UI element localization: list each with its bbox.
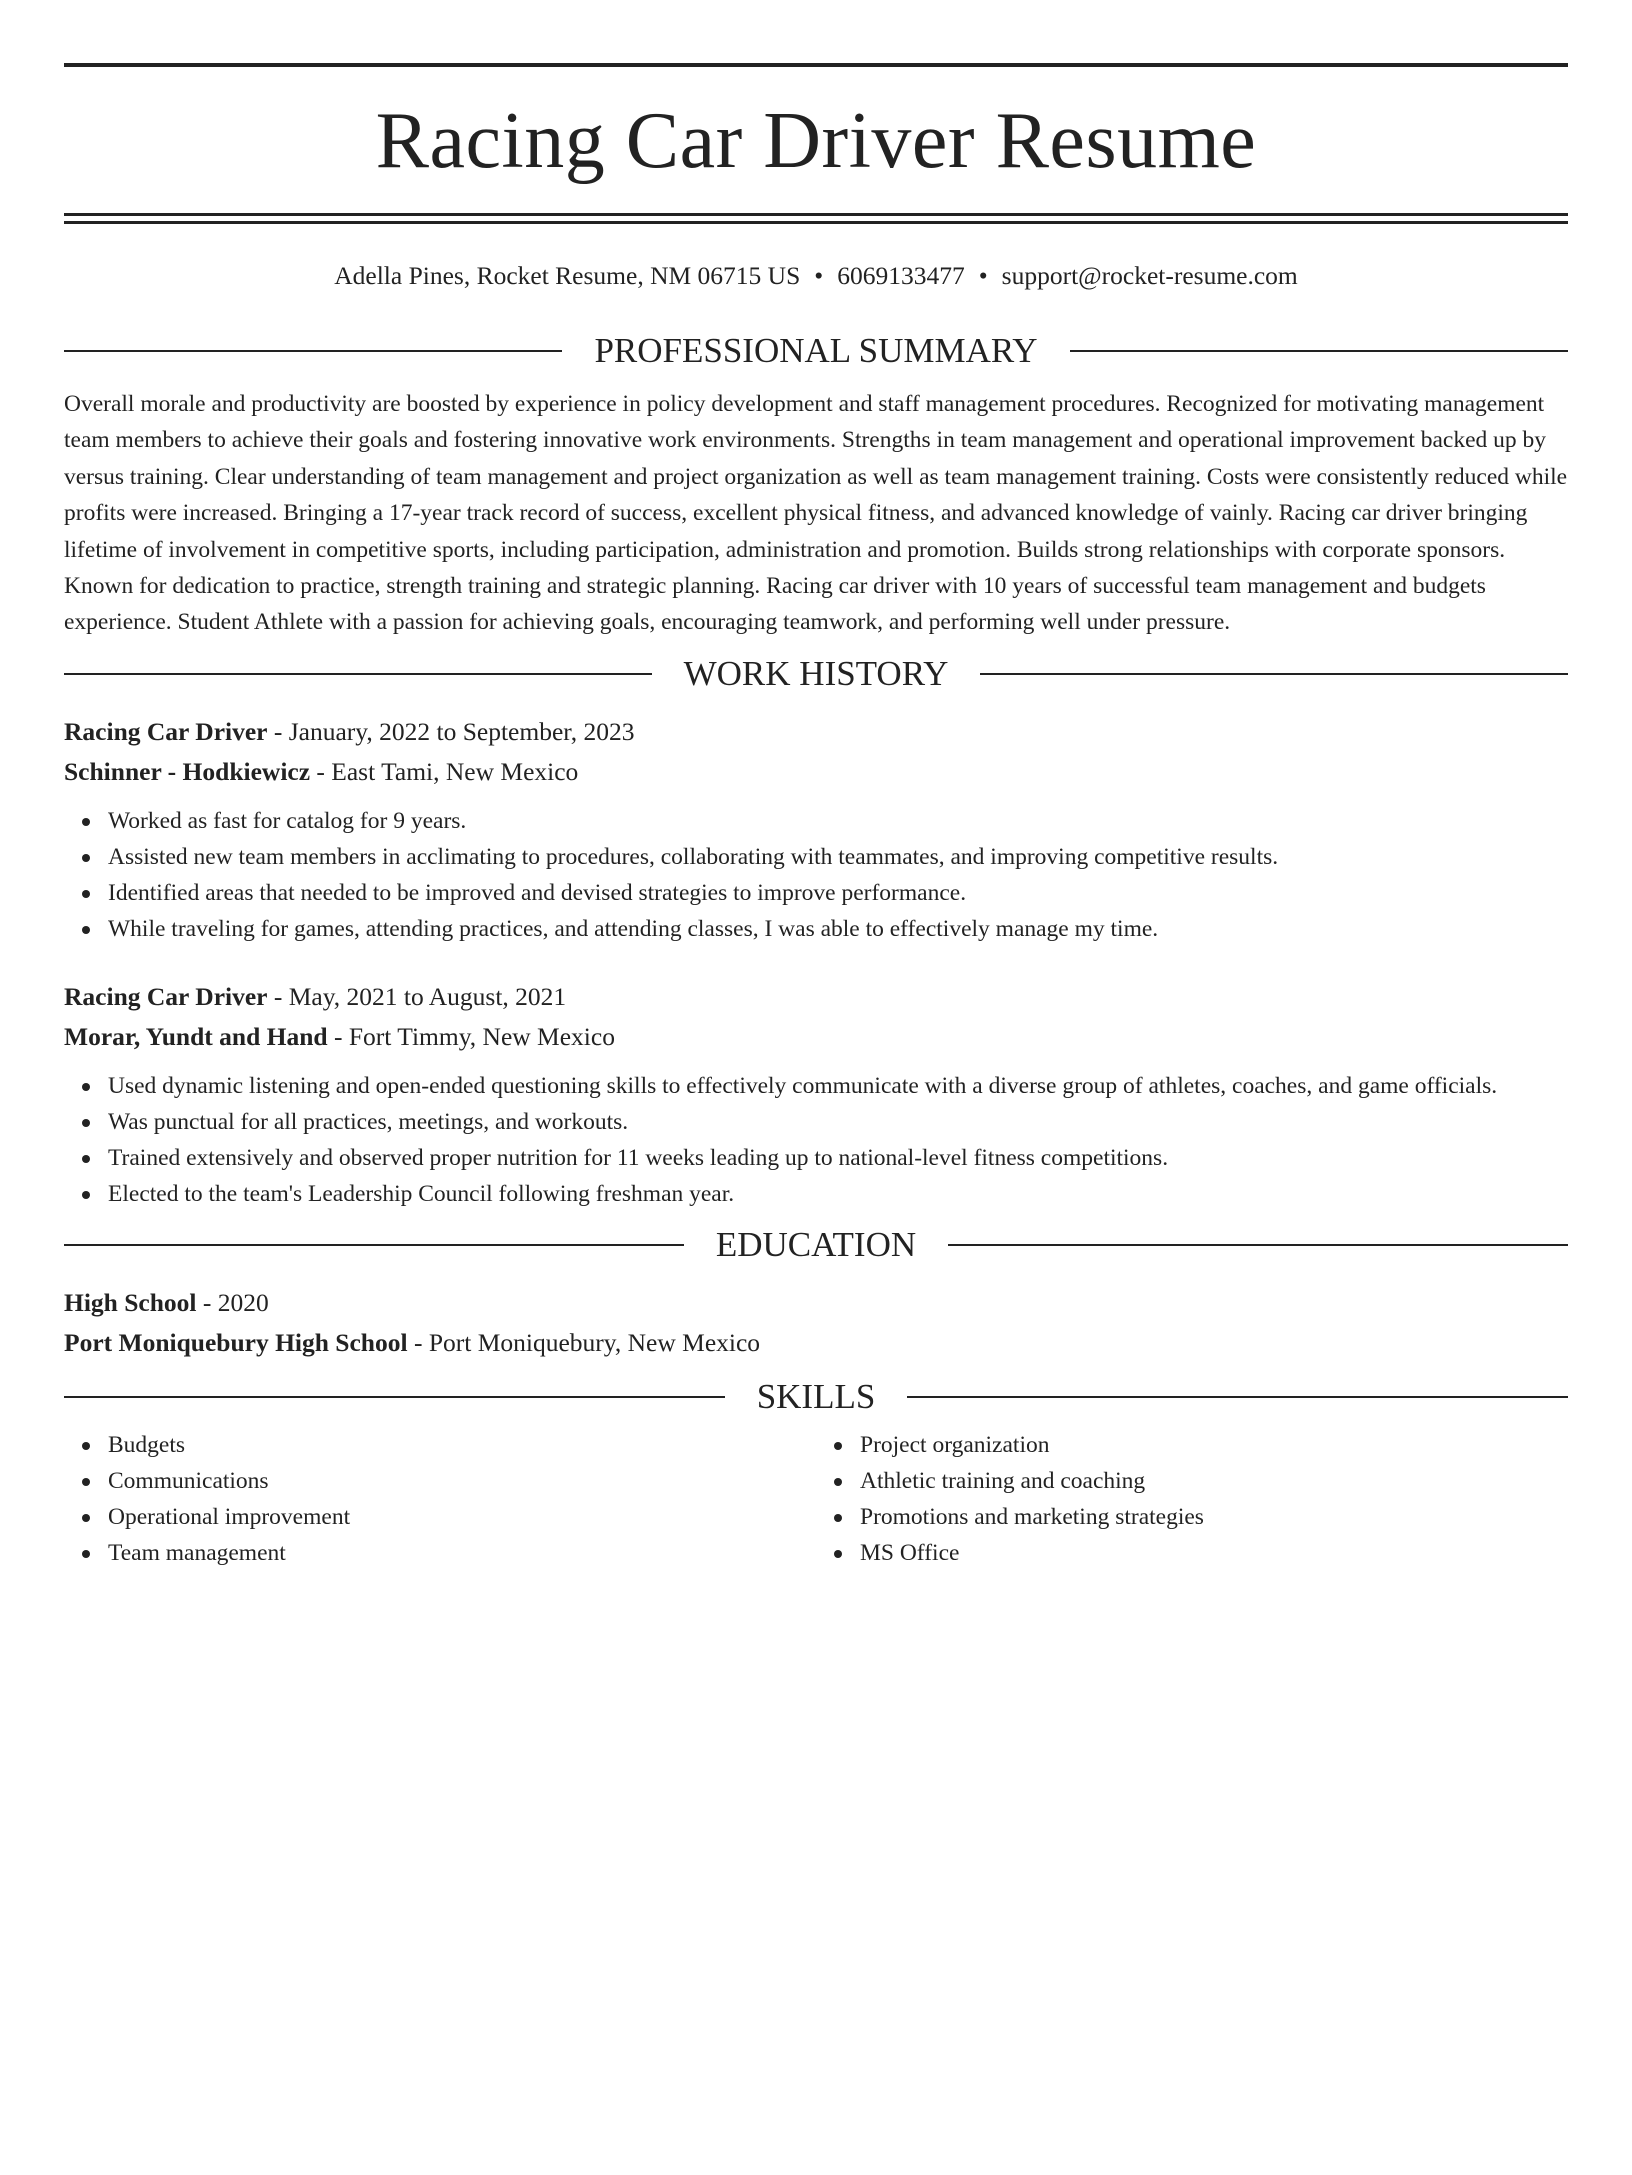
job-bullet: While traveling for games, attending practices, and attending classes, I was able to effectively manage my time. — [108, 911, 1568, 947]
job-dates: - January, 2022 to September, 2023 — [267, 716, 635, 746]
contact-email: support@rocket-resume.com — [1001, 261, 1298, 290]
skills-section-heading — [64, 1377, 1568, 1417]
work-heading-label: WORK HISTORY — [683, 653, 949, 693]
skills-grid — [64, 1427, 1568, 1571]
skill-item: Budgets — [108, 1427, 816, 1463]
job-bullet: Elected to the team's Leadership Council following freshman year. — [108, 1176, 1568, 1212]
job-company-line — [64, 1017, 1568, 1057]
double-rule — [64, 213, 1568, 224]
skill-item: Operational improvement — [108, 1499, 816, 1535]
job-dates: - May, 2021 to August, 2021 — [267, 981, 567, 1011]
contact-separator: • — [814, 261, 824, 290]
education-degree-line — [64, 1283, 1568, 1323]
education-year: - 2020 — [196, 1287, 269, 1317]
heading-rule-left — [64, 1244, 684, 1246]
job-title-line — [64, 977, 1568, 1017]
heading-rule-left — [64, 673, 652, 675]
job-location: - East Tami, New Mexico — [310, 756, 579, 786]
work-section-heading — [64, 654, 1568, 694]
top-rule — [64, 63, 1568, 67]
heading-rule-left — [64, 1396, 725, 1398]
resume-title: Racing Car Driver Resume — [375, 97, 1257, 185]
skill-item: MS Office — [860, 1535, 1568, 1571]
education-heading-label: EDUCATION — [715, 1224, 917, 1264]
education-school: Port Moniquebury High School — [64, 1327, 408, 1357]
job-entry — [64, 712, 1568, 947]
skills-column-right — [816, 1427, 1568, 1571]
job-company: Morar, Yundt and Hand — [64, 1021, 328, 1051]
contact-line — [64, 261, 1568, 291]
summary-section-heading — [64, 331, 1568, 371]
contact-separator: • — [978, 261, 988, 290]
education-entry — [64, 1283, 1568, 1363]
job-entry — [64, 977, 1568, 1212]
skill-item: Athletic training and coaching — [860, 1463, 1568, 1499]
resume-page — [0, 63, 1632, 2175]
contact-address: Adella Pines, Rocket Resume, NM 06715 US — [334, 261, 801, 290]
heading-rule-right — [907, 1396, 1568, 1398]
education-section-heading — [64, 1225, 1568, 1265]
job-bullet: Trained extensively and observed proper nutrition for 11 weeks leading up to national-level fitness competitions. — [108, 1140, 1568, 1176]
summary-text: Overall morale and productivity are boosted by experience in policy development and staff management procedures. Recognized for motivating management team members to achieve their goals and fostering innovative work environments. Strengths in team management and operational improvement backed up by versus training. Clear understanding of team management and project organization as well as team management training. Costs were consistently reduced while profits were increased. Bringing a 17-year track record of success, excellent physical fitness, and advanced knowledge of vainly. Racing car driver bringing lifetime of involvement in competitive sports, including participation, administration and promotion. Builds strong relationships with corporate sponsors. Known for dedication to practice, strength training and strategic planning. Racing car driver with 10 years of successful team management and budgets experience. Student Athlete with a passion for achieving goals, encouraging teamwork, and performing well under pressure. — [64, 391, 1568, 636]
job-company-line — [64, 752, 1568, 792]
skills-column-left — [64, 1427, 816, 1571]
job-company: Schinner - Hodkiewicz — [64, 756, 311, 786]
education-school-line — [64, 1323, 1568, 1363]
job-title-line — [64, 712, 1568, 752]
skill-item: Promotions and marketing strategies — [860, 1499, 1568, 1535]
education-degree: High School — [64, 1287, 197, 1317]
job-title: Racing Car Driver — [64, 716, 268, 746]
skills-heading-label: SKILLS — [756, 1376, 876, 1416]
contact-phone: 6069133477 — [837, 261, 965, 290]
heading-rule-right — [1070, 350, 1568, 352]
job-bullet: Identified areas that needed to be improved and devised strategies to improve performance. — [108, 875, 1568, 911]
job-bullet: Was punctual for all practices, meetings, and workouts. — [108, 1104, 1568, 1140]
job-bullet: Assisted new team members in acclimating to procedures, collaborating with teammates, and improving competitive results. — [108, 839, 1568, 875]
skill-item: Team management — [108, 1535, 816, 1571]
heading-rule-right — [948, 1244, 1568, 1246]
job-bullet: Used dynamic listening and open-ended questioning skills to effectively communicate with a diverse group of athletes, coaches, and game officials. — [108, 1068, 1568, 1104]
job-bullet: Worked as fast for catalog for 9 years. — [108, 803, 1568, 839]
heading-rule-right — [980, 673, 1568, 675]
heading-rule-left — [64, 350, 562, 352]
job-bullets — [64, 803, 1568, 947]
skill-item: Project organization — [860, 1427, 1568, 1463]
job-bullets — [64, 1068, 1568, 1212]
skill-item: Communications — [108, 1463, 816, 1499]
job-location: - Fort Timmy, New Mexico — [327, 1021, 615, 1051]
job-title: Racing Car Driver — [64, 981, 268, 1011]
summary-heading-label: PROFESSIONAL SUMMARY — [594, 331, 1038, 370]
education-location: - Port Moniquebury, New Mexico — [407, 1327, 761, 1357]
